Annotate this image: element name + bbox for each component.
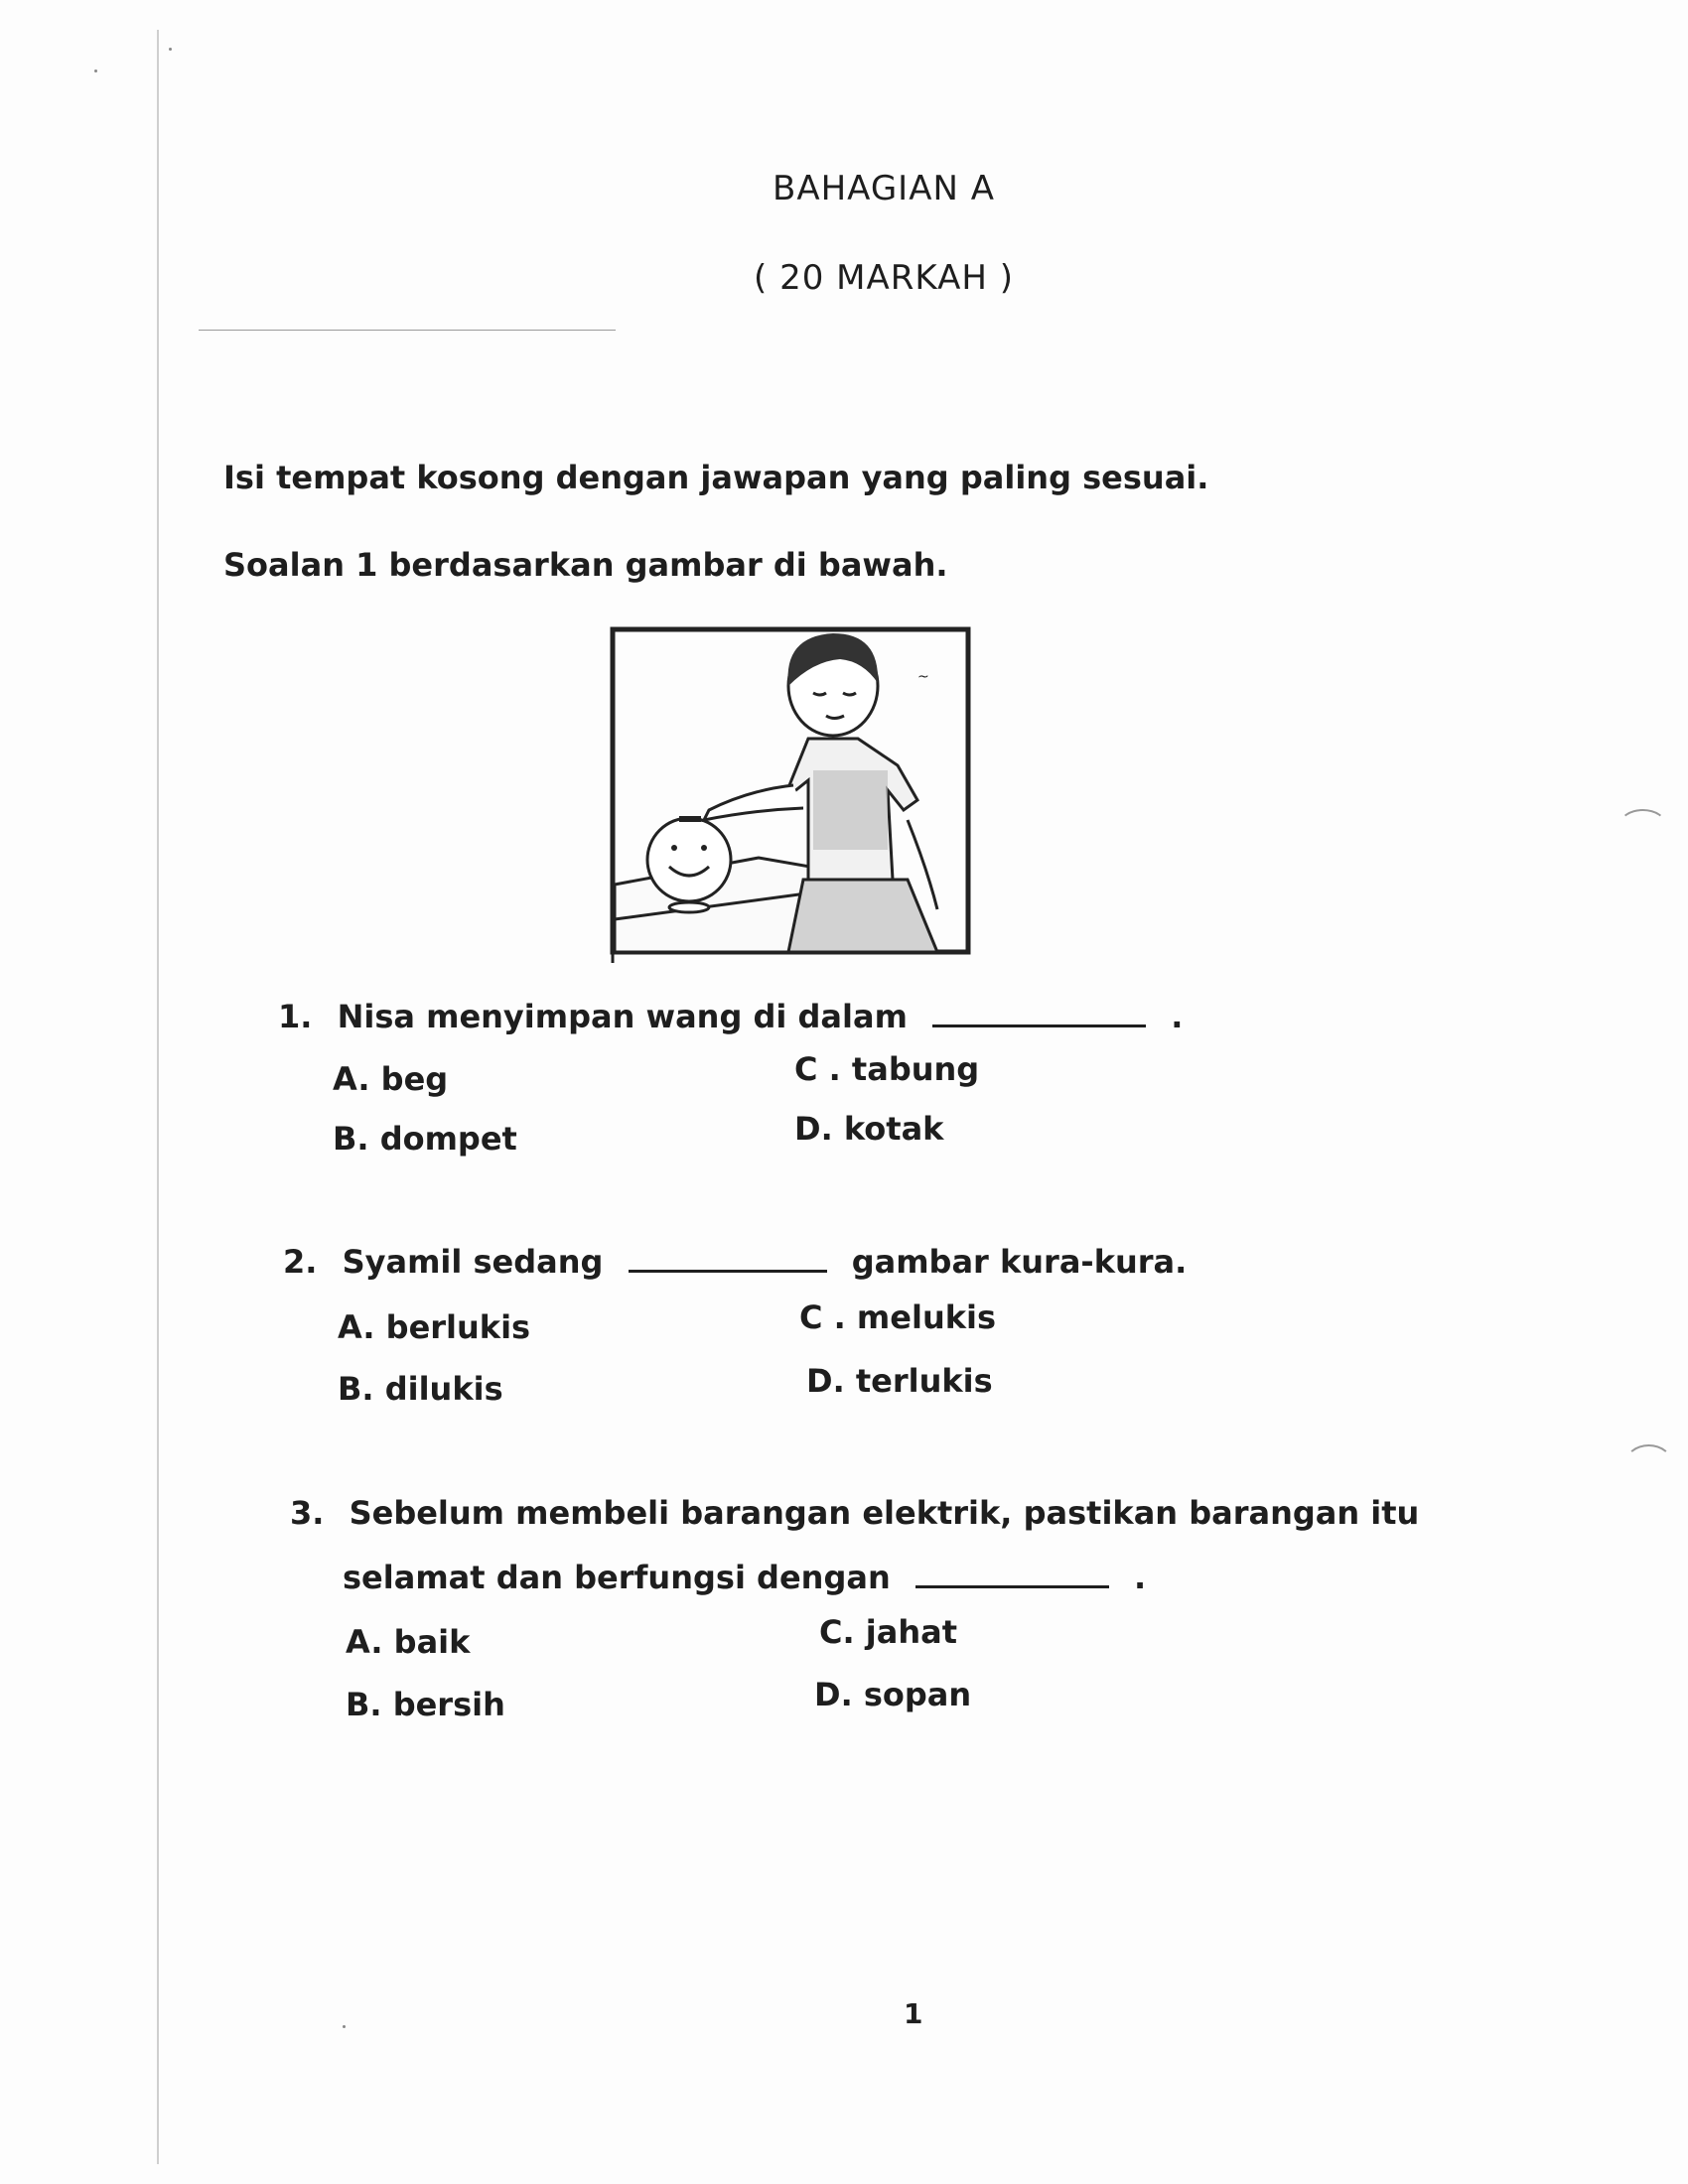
option-b[interactable]: B. dompet — [333, 1120, 517, 1158]
question-number: 3. — [290, 1494, 325, 1532]
option-a[interactable]: A. beg — [333, 1060, 449, 1098]
option-c[interactable]: C . tabung — [794, 1050, 980, 1088]
question-1 — [278, 998, 1183, 1035]
question-text: Nisa menyimpan wang di dalam — [337, 998, 908, 1035]
section-marks: ( 20 MARKAH ) — [754, 258, 1014, 298]
illustration-girl-piggy-bank — [610, 621, 973, 963]
option-c[interactable]: C . melukis — [799, 1298, 997, 1336]
question-2 — [283, 1243, 1187, 1281]
option-d[interactable]: D. sopan — [814, 1676, 972, 1713]
scan-edge-line — [157, 30, 159, 2164]
option-a[interactable]: A. berlukis — [338, 1308, 531, 1346]
instruction-text-question-1: Soalan 1 berdasarkan gambar di bawah. — [223, 546, 948, 584]
question-text: selamat dan berfungsi dengan — [343, 1559, 891, 1596]
option-d[interactable]: D. kotak — [794, 1110, 944, 1148]
question-number: 2. — [283, 1243, 318, 1281]
question-3 — [290, 1494, 1419, 1532]
margin-mark — [1624, 1444, 1673, 1484]
answer-blank[interactable] — [915, 1577, 1109, 1588]
option-b[interactable]: B. dilukis — [338, 1370, 503, 1408]
svg-text:~: ~ — [917, 669, 929, 685]
instruction-text: Isi tempat kosong dengan jawapan yang paling sesuai. — [223, 459, 1209, 496]
question-number: 1. — [278, 998, 313, 1035]
answer-blank[interactable] — [932, 1017, 1146, 1027]
page-number: 1 — [904, 1997, 923, 2030]
question-text: Syamil sedang — [342, 1243, 604, 1281]
option-a[interactable]: A. baik — [346, 1623, 471, 1661]
option-b[interactable]: B. bersih — [346, 1686, 505, 1723]
question-text: Sebelum membeli barangan elektrik, pastikan barangan itu — [349, 1494, 1420, 1532]
question-end: . — [1171, 998, 1184, 1035]
scan-speck — [94, 69, 97, 72]
margin-mark — [1618, 809, 1667, 843]
option-c[interactable]: C. jahat — [819, 1613, 958, 1651]
question-text-end: gambar kura-kura. — [851, 1243, 1188, 1281]
option-d[interactable]: D. terlukis — [806, 1362, 993, 1400]
scan-speck — [169, 48, 172, 51]
question-3-line-2 — [343, 1559, 1146, 1596]
question-end: . — [1134, 1559, 1147, 1596]
divider-line — [199, 330, 616, 331]
scan-speck — [343, 2025, 346, 2028]
section-title: BAHAGIAN A — [773, 169, 995, 208]
answer-blank[interactable] — [629, 1262, 827, 1273]
